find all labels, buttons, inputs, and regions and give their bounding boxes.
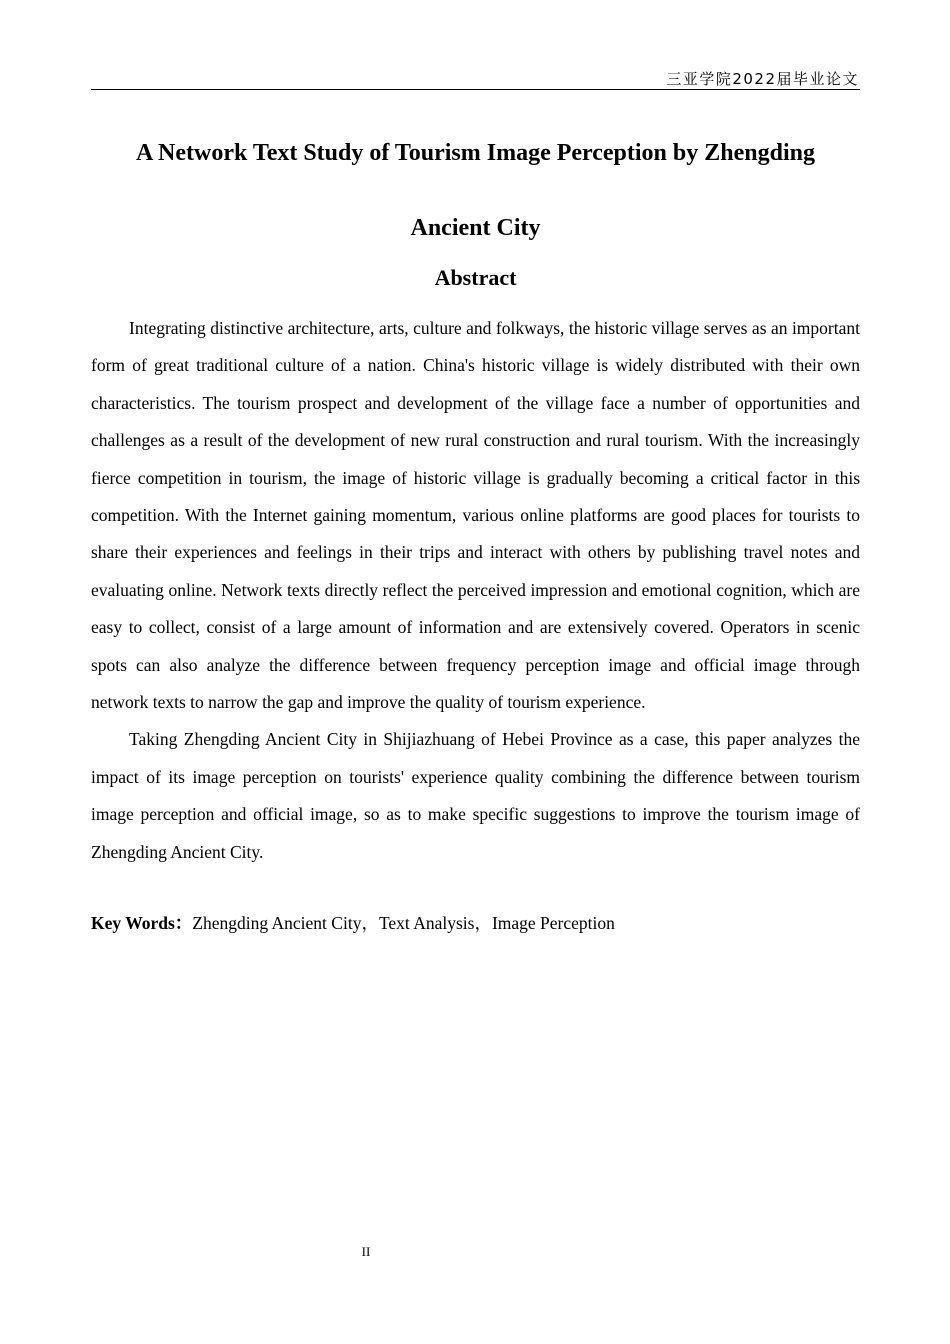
- paper-title-line-2: Ancient City: [410, 215, 541, 241]
- header-rule: [91, 89, 860, 90]
- page-number: II: [361, 1244, 371, 1259]
- abstract-paragraph-2: Taking Zhengding Ancient City in Shijiazhuang of Hebei Province as a case, this paper analyzes the impact of its image perception on tourists' experience quality combining the difference between tourism image perception and official image, so as to make specific suggestions to improve the tourism image of Zhengding Ancient City.: [91, 729, 860, 862]
- keywords-label: Key Words：: [91, 913, 193, 933]
- paper-title-line-1: A Network Text Study of Tourism Image Perception by Zhengding: [136, 140, 815, 166]
- keywords-line: [91, 906, 860, 940]
- abstract-heading: Abstract: [434, 265, 517, 290]
- paper-title: [91, 116, 860, 266]
- abstract-body: [91, 310, 860, 871]
- keywords-value: Zhengding Ancient City，Text Analysis，Image Perception: [192, 913, 615, 933]
- abstract-paragraph-1: Integrating distinctive architecture, arts, culture and folkways, the historic village serves as an important form of great traditional culture of a nation. China's historic village is widely distributed with their own characteristics. The tourism prospect and development of the village face a number of opportunities and challenges as a result of the development of new rural construction and rural tourism. With the increasingly fierce competition in tourism, the image of historic village is gradually becoming a critical factor in this competition. With the Internet gaining momentum, various online platforms are good places for tourists to share their experiences and feelings in their trips and interact with others by publishing travel notes and evaluating online. Network texts directly reflect the perceived impression and emotional cognition, which are easy to collect, consist of a large amount of information and are extensively covered. Operators in scenic spots can also analyze the difference between frequency perception image and official image through network texts to narrow the gap and improve the quality of tourism experience.: [91, 318, 860, 713]
- running-header: 三亚学院2022届毕业论文: [666, 70, 859, 88]
